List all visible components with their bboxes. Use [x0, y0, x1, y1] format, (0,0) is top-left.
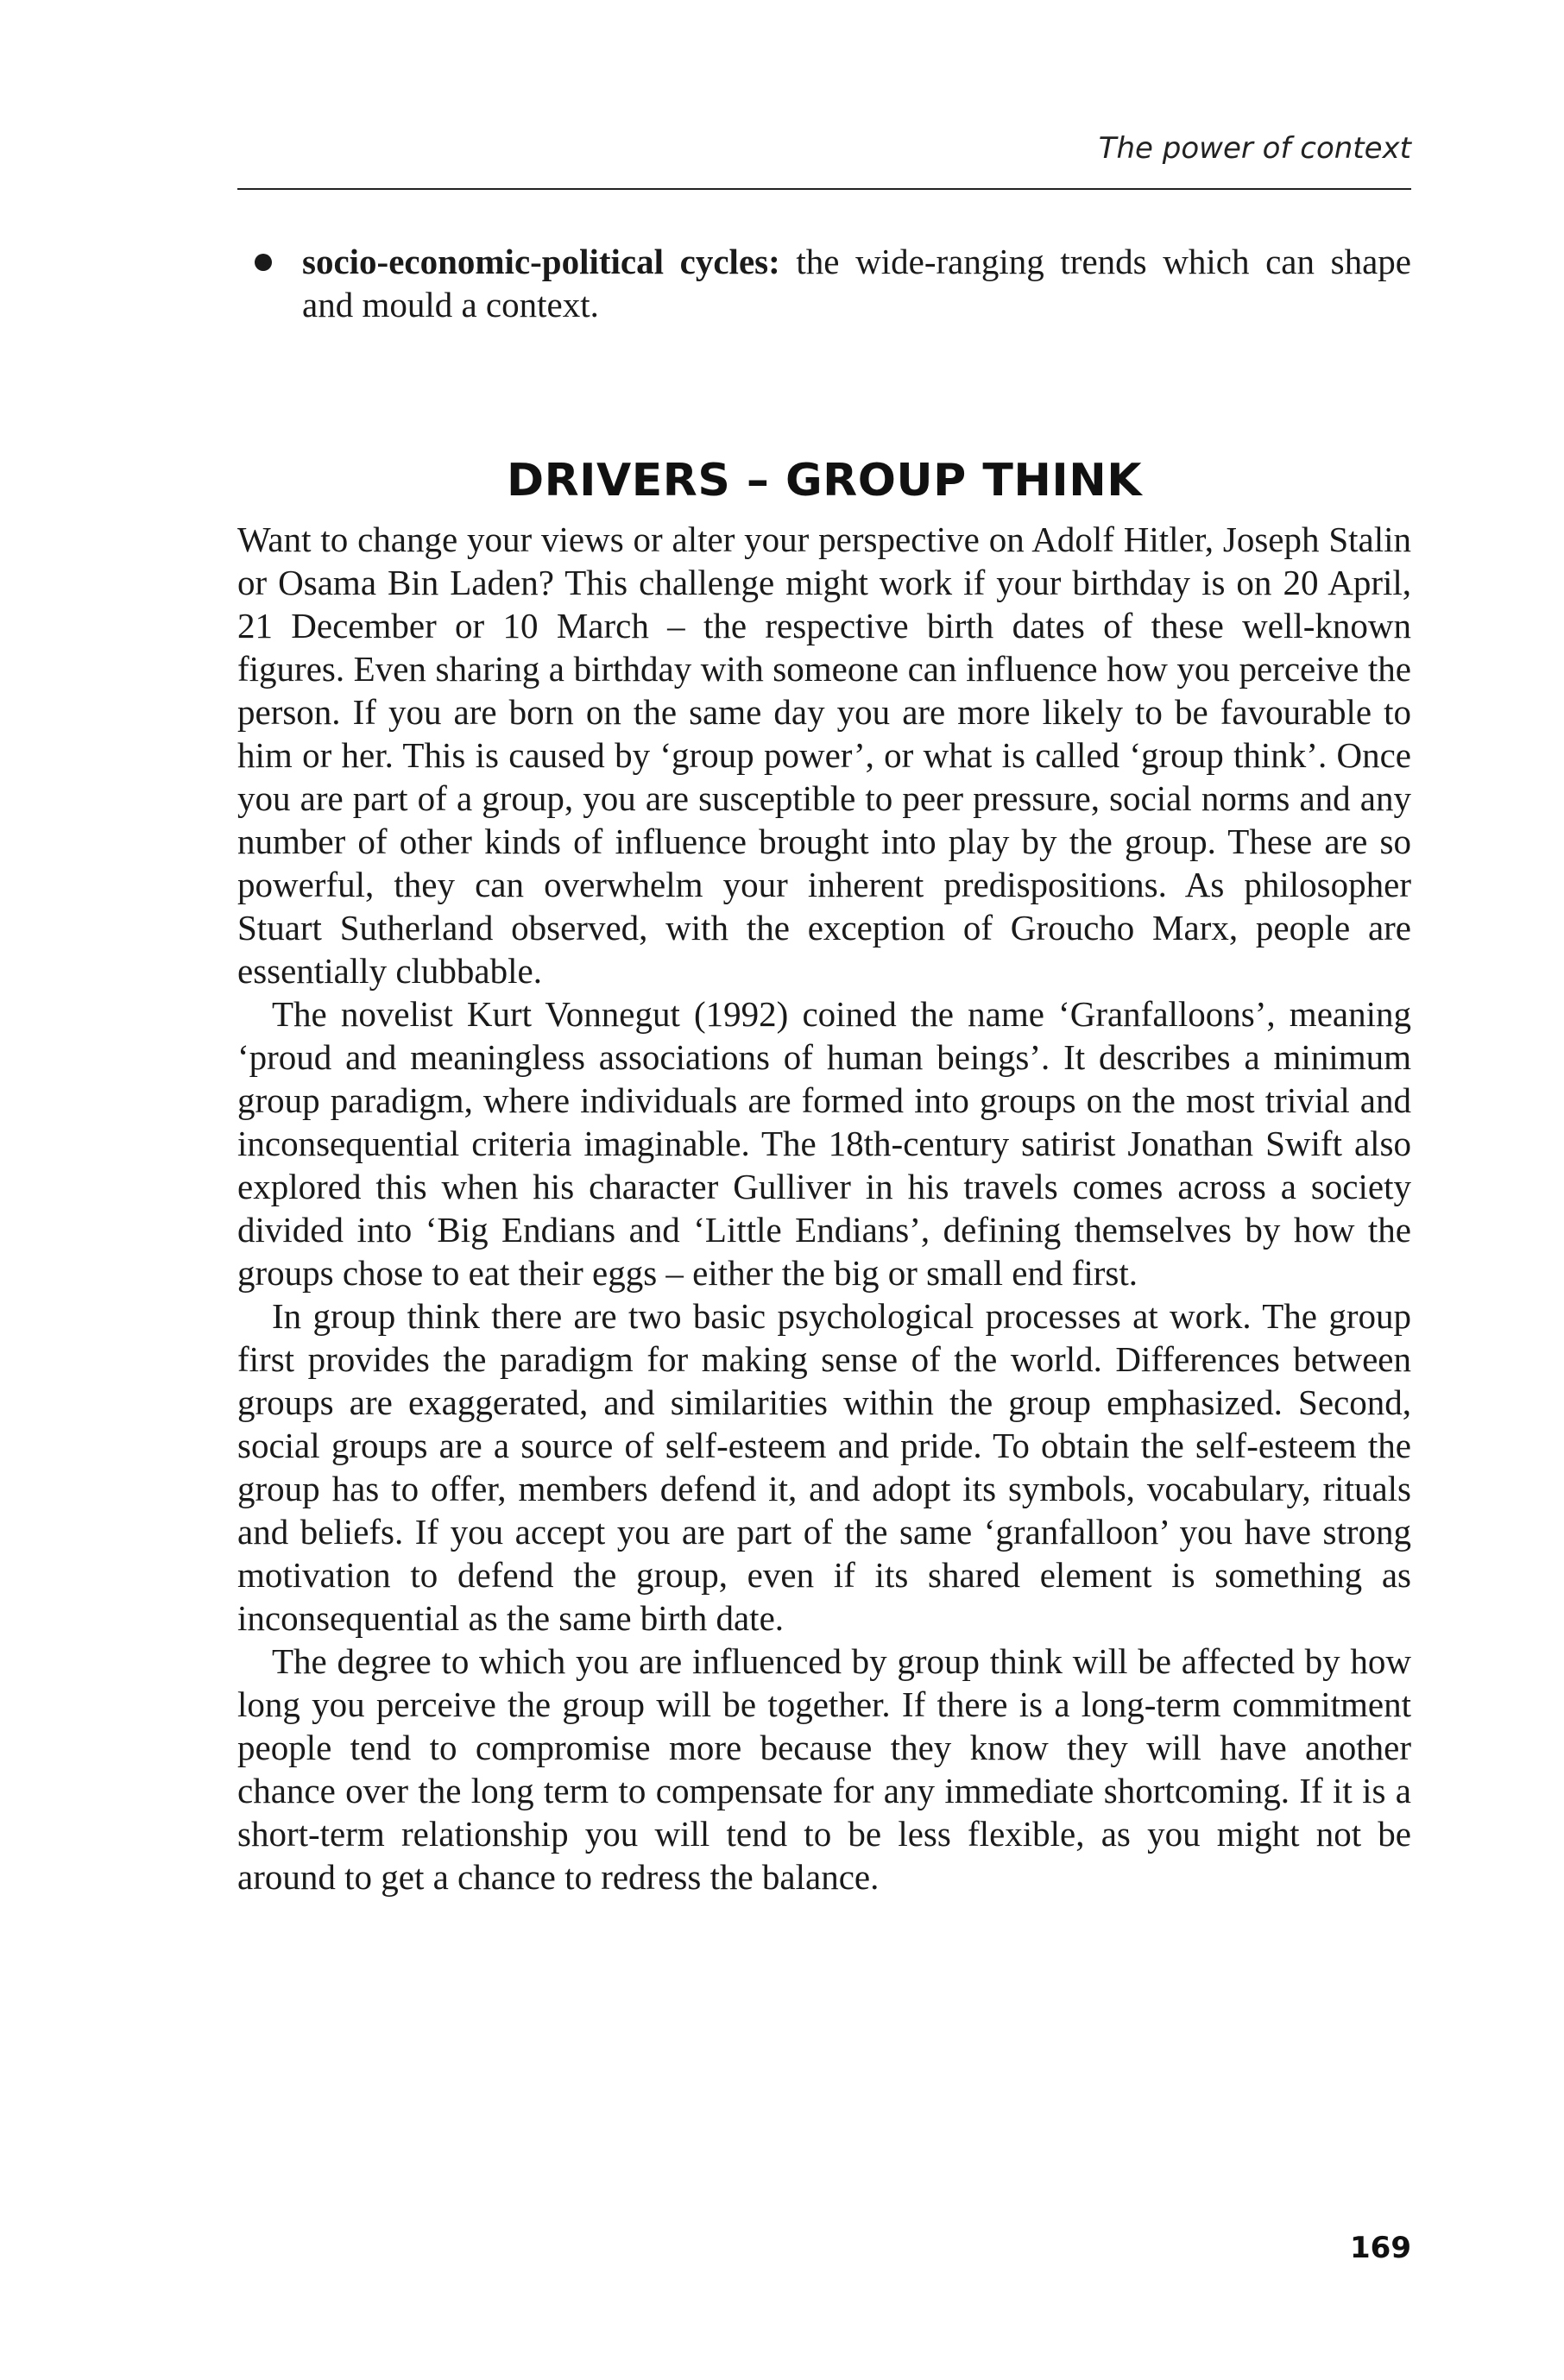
section-heading: DRIVERS – GROUP THINK: [506, 455, 1143, 507]
bullet-item: [237, 240, 1411, 326]
bullet-description: the wide-ranging trends which can shape and mould a context.: [302, 242, 1412, 324]
paragraph-2: The novelist Kurt Vonnegut (1992) coined the name ‘Granfalloons’, meaning ‘proud and meaningless associations of human beings’. It describes a minimum group paradigm, where individuals are formed into groups on the most trivial and inconsequential criteria imaginable. The 18th-century satirist Jonathan Swift also explored this when his character Gulliver in his travels comes across a society divided into ‘Big Endians and ‘Little Endians’, defining themselves by how the groups chose to eat their eggs – either the big or small end first.: [237, 994, 1411, 1293]
paragraph-3: In group think there are two basic psychological processes at work. The group first provides the paradigm for making sense of the world. Differences between groups are exaggerated, and similarities within the group emphasized. Second, social groups are a source of self-esteem and pride. To obtain the self-esteem the group has to offer, members defend it, and adopt its symbols, vocabulary, rituals and beliefs. If you accept you are part of the same ‘granfalloon’ you have strong motivation to defend the group, even if its shared element is something as inconsequential as the same birth date.: [237, 1296, 1411, 1638]
body-text: [237, 518, 1411, 1898]
header-rule: [237, 188, 1411, 190]
bullet-dot-icon: [255, 254, 272, 271]
bullet-text: [302, 240, 1411, 326]
paragraph-4: The degree to which you are influenced by group think will be affected by how long you perceive the group will be together. If there is a long-term commitment people tend to compromise more because they know they will have another chance over the long term to compensate for any immediate shortcoming. If it is a short-term relationship you will tend to be less flexible, as you might not be around to get a chance to redress the balance.: [237, 1641, 1411, 1897]
bullet-term: socio-economic-political cycles:: [302, 242, 780, 281]
page-number: 169: [1350, 2231, 1411, 2265]
paragraph-1: Want to change your views or alter your perspective on Adolf Hitler, Joseph Stalin or Osama Bin Laden? This challenge might work if your birthday is on 20 April, 21 December or 10 March – the respective birth dates of these well-known figures. Even sharing a birthday with someone can influence how you perceive the person. If you are born on the same day you are more likely to be favourable to him or her. This is caused by ‘group power’, or what is called ‘group think’. Once you are part of a group, you are susceptible to peer pressure, social norms and any number of other kinds of influence brought into play by the group. These are so powerful, they can overwhelm your inherent predispositions. As philosopher Stuart Sutherland observed, with the exception of Groucho Marx, people are essentially clubbable.: [237, 519, 1411, 991]
running-header: The power of context: [1098, 131, 1411, 166]
